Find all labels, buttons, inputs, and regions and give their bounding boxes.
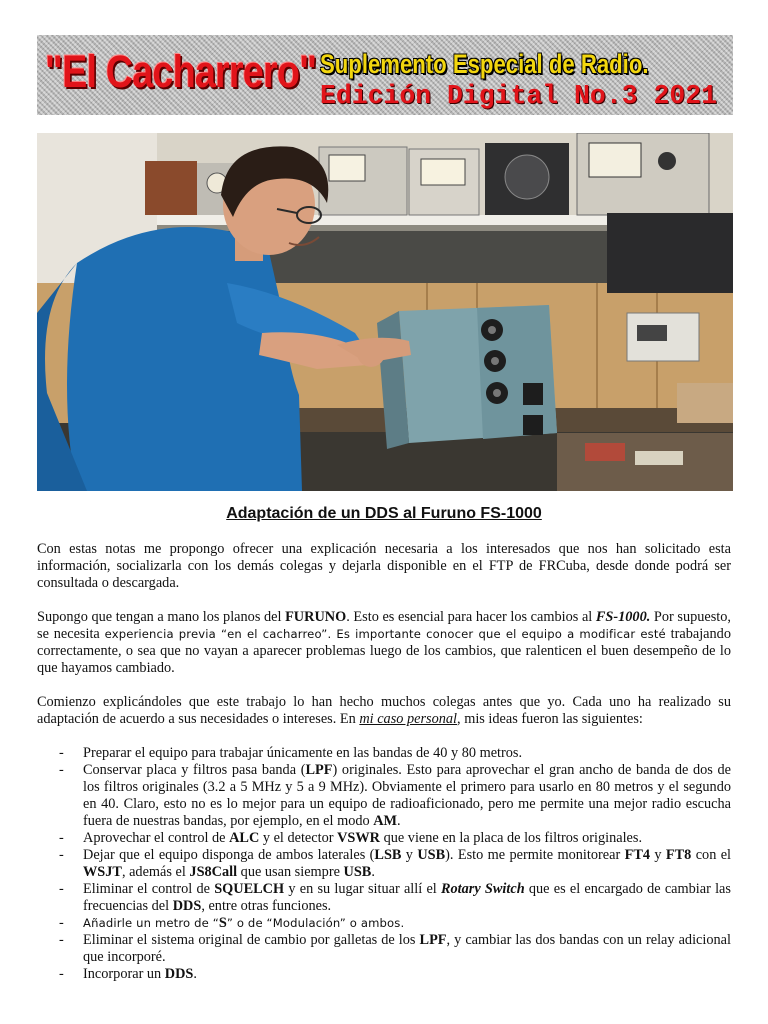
article-body — [37, 541, 731, 983]
list-item: - Añadirle un metro de “S” o de “Modulación” o ambos. — [37, 915, 731, 932]
paragraph-background: Comienzo explicándoles que este trabajo lo han hecho muchos colegas antes que yo. Cada uno ha realizado su adaptación de acuerdo a sus necesidades o intereses. En mi caso personal, mis ideas fueron las siguientes: — [37, 694, 731, 727]
paragraph-requirements: Supongo que tengan a mano los planos del FURUNO. Esto es esencial para hacer los cambios al FS-1000. Por supuesto, se necesita experiencia previa “en el cacharreo”. Es importante conocer que el equipo a modificar esté trabajando correctamente, o sea que no vayan a aparecer problemas luego de los cambios, que ralenticen el buen desempeño de lo que hayamos cambiado. — [37, 609, 731, 676]
list-item: - Eliminar el control de SQUELCH y en su lugar situar allí el Rotary Switch que es el encargado de cambiar las frecuencias del DDS, entre otras funciones. — [37, 881, 731, 915]
paragraph-intro: Con estas notas me propongo ofrecer una explicación necesaria a los interesados que nos han solicitado esta información, socializarla con los demás colegas y dejarla disponible en el FTP de FRCuba, desde donde podrá ser consultada o descargada. — [37, 541, 731, 591]
list-item: - Aprovechar el control de ALC y el detector VSWR que viene en la placa de los filtros originales. — [37, 830, 731, 847]
article-title: Adaptación de un DDS al Furuno FS-1000 — [226, 505, 542, 522]
list-item: - Conservar placa y filtros pasa banda (LPF) originales. Esto para aprovechar el gran ancho de banda de dos de los filtros originales (3.2 a 5 MHz y 5 a 9 MHz). Obviamente el primero para usarlo en 80 metros y el segundo en 40. Claro, esto no es lo mejor para un equipo de radioaficionado, pero me permite una mejor radio escucha fuera de nuestras bandas, por ejemplo, en el modo AM. — [37, 762, 731, 830]
ideas-list — [37, 745, 731, 983]
masthead-banner — [37, 35, 733, 115]
list-item: - Incorporar un DDS. — [37, 966, 731, 983]
list-item: - Eliminar el sistema original de cambio por galletas de los LPF, y cambiar las dos bandas con un relay adicional que incorporé. — [37, 932, 731, 966]
masthead-title: "El Cacharrero" — [45, 46, 317, 97]
masthead-edition: Edición Digital No.3 2021 — [320, 82, 717, 112]
list-item: - Dejar que el equipo disponga de ambos laterales (LSB y USB). Esto me permite monitorear FT4 y FT8 con el WSJT, además el JS8Call que usan siempre USB. — [37, 847, 731, 881]
masthead-subtitle: Suplemento Especial de Radio. — [320, 49, 649, 79]
list-item: - Preparar el equipo para trabajar únicamente en las bandas de 40 y 80 metros. — [37, 745, 731, 762]
operator-at-workbench-photo — [37, 133, 733, 491]
